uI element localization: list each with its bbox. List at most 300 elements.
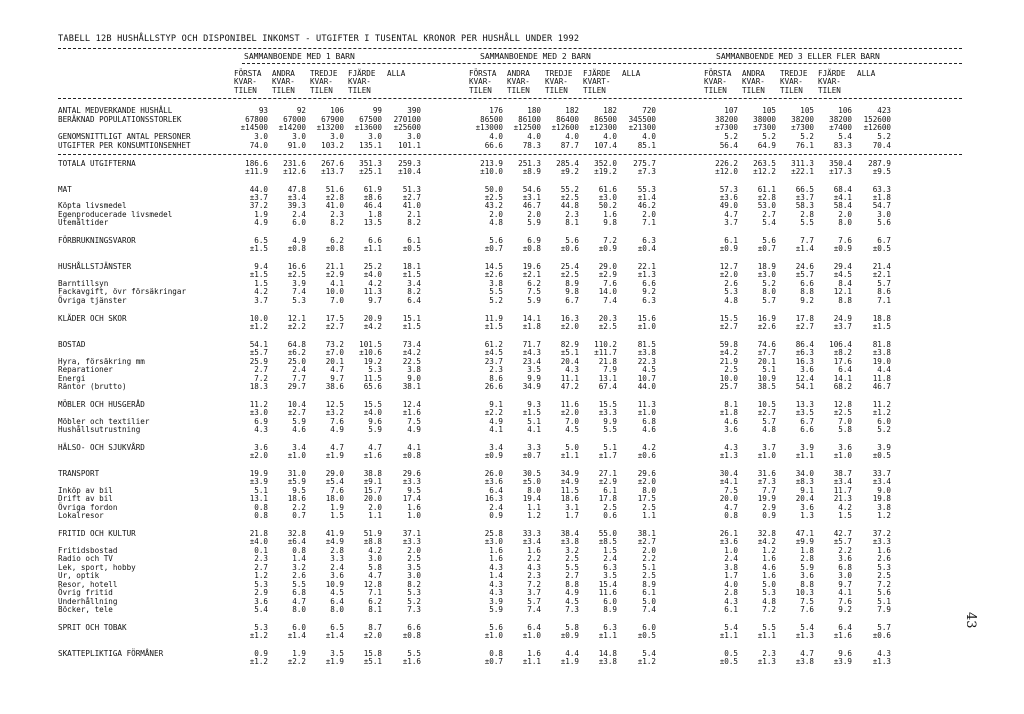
table-cell: ±12.0: [715, 167, 738, 176]
table-cell: 1.1: [368, 511, 382, 520]
column-header: ANDRA KVAR- TILEN: [272, 69, 295, 95]
table-cell: ±12500: [513, 123, 541, 132]
table-cell: 4.3: [527, 563, 541, 572]
table-cell: 11.5: [363, 374, 382, 383]
table-cell: 4.9: [292, 236, 306, 245]
table-cell: 4.4: [565, 649, 579, 658]
row-label: Böcker, tele: [58, 605, 113, 614]
table-cell: 59.8: [719, 340, 738, 349]
table-cell: 15.7: [363, 486, 382, 495]
table-cell: 4.9: [565, 588, 579, 597]
table-cell: 68.2: [833, 382, 852, 391]
row-label: HÄLSO- OCH SJUKVÅRD: [58, 443, 145, 452]
table-cell: 8.0: [292, 605, 306, 614]
table-cell: 8.6: [877, 287, 891, 296]
table-cell: ±1.1: [757, 631, 776, 640]
table-cell: 33.3: [522, 529, 541, 538]
table-cell: ±1.6: [402, 408, 421, 417]
table-cell: 1.2: [877, 511, 891, 520]
table-cell: ±13000: [475, 123, 503, 132]
table-cell: 1.6: [527, 546, 541, 555]
table-cell: 15.8: [363, 649, 382, 658]
table-cell: 5.3: [254, 623, 268, 632]
table-cell: ±1.2: [872, 408, 891, 417]
table-cell: 3.0: [407, 132, 421, 141]
table-cell: ±1.2: [249, 631, 268, 640]
table-cell: 5.6: [565, 236, 579, 245]
table-cell: 61.6: [598, 185, 617, 194]
table-cell: ±1.1: [719, 631, 738, 640]
table-cell: ±3.2: [325, 408, 344, 417]
table-cell: ±2.8: [325, 193, 344, 202]
table-cell: ±1.0: [637, 322, 656, 331]
table-cell: 6.2: [330, 236, 344, 245]
table-cell: 3.7: [527, 588, 541, 597]
table-cell: 29.6: [637, 469, 656, 478]
table-cell: 8.1: [565, 218, 579, 227]
table-cell: 12.4: [795, 374, 814, 383]
table-cell: 4.3: [877, 649, 891, 658]
table-cell: 5.3: [877, 563, 891, 572]
table-cell: ±2.2: [484, 408, 503, 417]
table-cell: ±0.5: [402, 244, 421, 253]
table-cell: 3.6: [330, 571, 344, 580]
table-cell: 81.5: [637, 340, 656, 349]
table-cell: 2.3: [527, 571, 541, 580]
table-cell: 41.9: [325, 529, 344, 538]
table-cell: ±1.9: [325, 657, 344, 666]
table-cell: 8.9: [603, 605, 617, 614]
table-cell: 7.9: [877, 605, 891, 614]
table-cell: 7.4: [292, 287, 306, 296]
table-cell: 38.1: [402, 382, 421, 391]
table-cell: ±3.1: [522, 193, 541, 202]
table-cell: 2.2: [527, 554, 541, 563]
table-cell: 19.9: [249, 469, 268, 478]
table-cell: 21.8: [249, 529, 268, 538]
table-cell: 38.8: [363, 469, 382, 478]
table-cell: 5.4: [800, 623, 814, 632]
table-cell: 2.3: [254, 554, 268, 563]
table-cell: 58.3: [795, 201, 814, 210]
table-cell: 3.6: [838, 554, 852, 563]
table-cell: 390: [407, 106, 421, 115]
table-cell: 86500: [480, 115, 503, 124]
table-cell: 9.8: [603, 218, 617, 227]
table-cell: 5.5: [489, 287, 503, 296]
table-cell: 4.1: [838, 588, 852, 597]
table-cell: 11.3: [637, 400, 656, 409]
table-cell: 5.4: [762, 218, 776, 227]
table-cell: 81.8: [872, 340, 891, 349]
table-cell: 19.9: [757, 494, 776, 503]
table-cell: 3.6: [800, 571, 814, 580]
table-cell: ±2.7: [637, 537, 656, 546]
table-cell: 5.8: [565, 623, 579, 632]
table-cell: ±1.8: [522, 322, 541, 331]
table-cell: 5.7: [877, 279, 891, 288]
table-cell: 7.1: [877, 296, 891, 305]
table-cell: 21.8: [598, 357, 617, 366]
table-cell: ±12600: [863, 123, 891, 132]
table-cell: ±4.0: [363, 408, 382, 417]
table-cell: 9.1: [800, 486, 814, 495]
table-cell: 39.3: [287, 201, 306, 210]
table-cell: 7.2: [603, 236, 617, 245]
table-cell: 9.4: [254, 262, 268, 271]
table-cell: ±2.7: [719, 322, 738, 331]
table-cell: 7.2: [254, 374, 268, 383]
table-cell: 4.0: [527, 132, 541, 141]
table-cell: 61.1: [757, 185, 776, 194]
table-cell: 180: [527, 106, 541, 115]
table-cell: ±7.3: [637, 167, 656, 176]
table-cell: 12.7: [719, 262, 738, 271]
table-cell: 41.0: [325, 201, 344, 210]
column-header: TREDJE KVAR- TILEN: [545, 69, 573, 95]
table-cell: 0.1: [254, 546, 268, 555]
table-cell: 8.7: [368, 623, 382, 632]
table-cell: 2.7: [565, 571, 579, 580]
table-cell: ±5.1: [363, 657, 382, 666]
table-cell: 2.2: [292, 503, 306, 512]
table-cell: ±0.7: [757, 244, 776, 253]
table-cell: 7.6: [603, 279, 617, 288]
table-cell: 21.1: [325, 262, 344, 271]
table-cell: ±0.8: [402, 631, 421, 640]
table-cell: ±5.9: [287, 477, 306, 486]
table-cell: 345500: [628, 115, 656, 124]
table-cell: 5.3: [762, 588, 776, 597]
table-cell: ±1.5: [402, 270, 421, 279]
table-cell: 5.1: [762, 365, 776, 374]
table-cell: 12.1: [833, 287, 852, 296]
table-cell: 7.4: [603, 296, 617, 305]
table-cell: ±2.7: [757, 408, 776, 417]
table-cell: 14.5: [484, 262, 503, 271]
table-cell: 3.2: [565, 546, 579, 555]
table-cell: 3.8: [407, 365, 421, 374]
group-header-1-child: SAMMANBOENDE MED 1 BARN: [244, 52, 355, 61]
table-cell: ±3.4: [872, 477, 891, 486]
table-cell: 2.5: [603, 503, 617, 512]
table-cell: ±2.0: [249, 451, 268, 460]
table-cell: ±10.0: [480, 167, 503, 176]
table-cell: 1.2: [254, 571, 268, 580]
table-cell: 4.6: [642, 425, 656, 434]
table-cell: 14.1: [522, 314, 541, 323]
table-cell: ±0.9: [598, 244, 617, 253]
table-cell: 720: [642, 106, 656, 115]
table-cell: ±2.1: [872, 270, 891, 279]
table-cell: 7.2: [762, 605, 776, 614]
table-cell: 11.2: [249, 400, 268, 409]
table-cell: 1.6: [407, 503, 421, 512]
table-cell: 0.8: [489, 649, 503, 658]
table-cell: 7.6: [330, 417, 344, 426]
table-cell: 32.8: [287, 529, 306, 538]
table-cell: 37.2: [249, 201, 268, 210]
table-cell: ±3.4: [522, 537, 541, 546]
table-cell: 6.6: [368, 236, 382, 245]
row-label: UTGIFTER PER KONSUMTIONSENHET: [58, 141, 191, 150]
table-cell: 10.0: [719, 374, 738, 383]
table-cell: 5.5: [565, 563, 579, 572]
group-header-3-children: SAMMANBOENDE MED 3 ELLER FLER BARN: [716, 52, 880, 61]
table-cell: ±4.5: [484, 348, 503, 357]
table-cell: 10.9: [757, 374, 776, 383]
table-cell: 73.2: [325, 340, 344, 349]
table-cell: 3.6: [254, 597, 268, 606]
table-cell: 20.0: [363, 494, 382, 503]
table-cell: ±6.4: [287, 537, 306, 546]
table-cell: 17.5: [325, 314, 344, 323]
table-cell: 0.5: [724, 649, 738, 658]
table-cell: 2.1: [407, 210, 421, 219]
table-cell: ±1.9: [560, 657, 579, 666]
table-cell: 1.7: [724, 571, 738, 580]
table-cell: 3.0: [368, 554, 382, 563]
row-label: Köpta livsmedel: [58, 201, 127, 210]
table-cell: ±2.7: [287, 408, 306, 417]
table-cell: 5.2: [800, 132, 814, 141]
table-cell: 5.2: [489, 296, 503, 305]
table-cell: 4.9: [407, 425, 421, 434]
table-cell: 5.7: [877, 623, 891, 632]
table-cell: 101.1: [398, 141, 421, 150]
table-cell: 2.4: [724, 554, 738, 563]
table-cell: 1.2: [527, 511, 541, 520]
table-cell: 54.7: [872, 201, 891, 210]
table-cell: 6.8: [292, 588, 306, 597]
table-cell: ±2.0: [719, 270, 738, 279]
table-cell: 91.0: [287, 141, 306, 150]
table-cell: 3.9: [800, 443, 814, 452]
table-cell: ±0.9: [484, 451, 503, 460]
table-cell: ±5.4: [325, 477, 344, 486]
table-cell: ±1.0: [637, 408, 656, 417]
table-cell: ±5.7: [249, 348, 268, 357]
table-cell: 44.0: [249, 185, 268, 194]
table-cell: ±2.0: [560, 408, 579, 417]
table-cell: ±2.6: [757, 322, 776, 331]
table-cell: 17.8: [598, 494, 617, 503]
table-cell: 9.1: [489, 400, 503, 409]
table-cell: 4.2: [838, 503, 852, 512]
table-cell: 6.0: [603, 597, 617, 606]
table-cell: 5.1: [603, 443, 617, 452]
table-cell: ±2.7: [795, 322, 814, 331]
table-cell: ±8.5: [598, 537, 617, 546]
table-cell: ±9.5: [872, 167, 891, 176]
table-cell: ±25600: [393, 123, 421, 132]
table-cell: ±1.3: [795, 631, 814, 640]
table-cell: 37.1: [402, 529, 421, 538]
table-cell: ±13.7: [321, 167, 344, 176]
table-cell: 10.7: [637, 374, 656, 383]
table-cell: 1.1: [642, 511, 656, 520]
table-cell: 8.0: [642, 486, 656, 495]
table-cell: 8.1: [368, 605, 382, 614]
table-cell: ±12.2: [753, 167, 776, 176]
column-header: FÖRSTA KVAR- TILEN: [234, 69, 262, 95]
table-cell: 37.2: [872, 529, 891, 538]
table-cell: 213.9: [480, 159, 503, 168]
table-cell: 46.2: [637, 201, 656, 210]
table-cell: 11.1: [560, 374, 579, 383]
table-cell: ±0.6: [560, 244, 579, 253]
table-cell: ±0.8: [402, 451, 421, 460]
table-cell: 13.3: [795, 400, 814, 409]
table-cell: 4.3: [565, 365, 579, 374]
table-cell: 61.9: [363, 185, 382, 194]
row-label: Lek, sport, hobby: [58, 563, 136, 572]
table-cell: ±10.6: [359, 348, 382, 357]
table-cell: ±1.6: [402, 657, 421, 666]
table-cell: 6.5: [330, 623, 344, 632]
table-cell: 103.2: [321, 141, 344, 150]
table-cell: 6.3: [603, 563, 617, 572]
table-cell: ±8.6: [363, 193, 382, 202]
table-cell: 259.3: [398, 159, 421, 168]
table-cell: ±4.2: [757, 537, 776, 546]
table-cell: 12.1: [287, 314, 306, 323]
row-label: Lokalresor: [58, 511, 104, 520]
table-cell: ±1.5: [872, 322, 891, 331]
row-label: Övriga tjänster: [58, 296, 127, 305]
table-cell: 106: [330, 106, 344, 115]
table-cell: 106: [838, 106, 852, 115]
table-cell: 17.4: [402, 494, 421, 503]
table-cell: 46.4: [363, 201, 382, 210]
table-cell: 9.3: [527, 400, 541, 409]
table-cell: 3.9: [292, 279, 306, 288]
table-cell: ±12.6: [283, 167, 306, 176]
table-cell: 3.5: [603, 571, 617, 580]
table-cell: 4.0: [642, 132, 656, 141]
table-cell: 5.2: [407, 597, 421, 606]
row-label: Reparationer: [58, 365, 113, 374]
table-cell: 6.1: [603, 486, 617, 495]
table-cell: ±4.9: [560, 477, 579, 486]
table-cell: 9.2: [838, 605, 852, 614]
table-cell: 2.5: [642, 503, 656, 512]
table-cell: 17.5: [637, 494, 656, 503]
table-cell: 107.4: [594, 141, 617, 150]
table-cell: 182: [603, 106, 617, 115]
table-cell: 7.6: [838, 597, 852, 606]
table-cell: 2.6: [877, 554, 891, 563]
table-cell: 6.3: [642, 296, 656, 305]
table-cell: 0.6: [603, 511, 617, 520]
table-cell: 5.1: [254, 486, 268, 495]
table-cell: 0.8: [254, 503, 268, 512]
table-cell: 16.3: [795, 357, 814, 366]
group-header-2-children: SAMMANBOENDE MED 2 BARN: [480, 52, 591, 61]
table-cell: 5.3: [368, 365, 382, 374]
table-cell: 4.1: [489, 425, 503, 434]
table-cell: 12.8: [363, 580, 382, 589]
table-cell: ±17.3: [829, 167, 852, 176]
table-cell: 10.4: [287, 400, 306, 409]
table-cell: ±4.2: [363, 322, 382, 331]
table-cell: 1.8: [368, 210, 382, 219]
table-cell: 7.5: [407, 417, 421, 426]
table-cell: ±4.1: [833, 193, 852, 202]
table-cell: 20.9: [363, 314, 382, 323]
table-cell: ±1.1: [598, 631, 617, 640]
table-cell: 2.2: [642, 554, 656, 563]
table-cell: 6.1: [407, 236, 421, 245]
table-cell: 3.3: [330, 554, 344, 563]
table-cell: 6.4: [838, 365, 852, 374]
table-cell: ±4.3: [522, 348, 541, 357]
table-cell: 8.2: [330, 218, 344, 227]
table-cell: 152600: [863, 115, 891, 124]
table-cell: 44.8: [560, 201, 579, 210]
table-cell: 70.4: [872, 141, 891, 150]
table-cell: 30.4: [719, 469, 738, 478]
row-label: Fritidsbostad: [58, 546, 118, 555]
table-cell: 4.7: [368, 571, 382, 580]
table-cell: ±2.9: [598, 477, 617, 486]
table-cell: ±3.9: [833, 657, 852, 666]
table-cell: ±3.3: [402, 477, 421, 486]
table-cell: ±8.3: [795, 477, 814, 486]
table-cell: 4.3: [724, 597, 738, 606]
table-cell: ±1.2: [249, 657, 268, 666]
table-cell: 2.8: [800, 554, 814, 563]
table-cell: 29.0: [325, 469, 344, 478]
table-cell: 6.4: [489, 486, 503, 495]
table-cell: 8.2: [407, 580, 421, 589]
table-cell: 20.3: [598, 314, 617, 323]
table-cell: ±2.5: [598, 322, 617, 331]
table-cell: 4.7: [724, 503, 738, 512]
table-cell: 7.7: [800, 236, 814, 245]
table-cell: 5.9: [292, 417, 306, 426]
table-cell: 3.6: [724, 425, 738, 434]
table-cell: 50.2: [598, 201, 617, 210]
column-header: TREDJE KVAR- TILEN: [780, 69, 808, 95]
column-header: ALLA: [857, 69, 876, 78]
table-cell: 6.0: [642, 623, 656, 632]
table-cell: 9.2: [642, 287, 656, 296]
table-cell: 5.1: [877, 597, 891, 606]
table-cell: 9.6: [368, 417, 382, 426]
table-cell: 0.8: [292, 546, 306, 555]
table-cell: 4.5: [642, 365, 656, 374]
column-header: FJÄRDE KVART- TILEN: [583, 69, 611, 95]
table-cell: 2.3: [762, 649, 776, 658]
table-cell: 423: [877, 106, 891, 115]
table-cell: ±2.8: [757, 193, 776, 202]
table-cell: 0.9: [762, 511, 776, 520]
table-cell: 83.3: [833, 141, 852, 150]
table-cell: 3.0: [292, 132, 306, 141]
table-cell: 20.4: [560, 357, 579, 366]
table-cell: 1.9: [330, 503, 344, 512]
table-cell: 18.0: [325, 494, 344, 503]
row-label: Hushållsutrustning: [58, 425, 141, 434]
rule-summary: [58, 154, 962, 155]
table-cell: 29.7: [287, 382, 306, 391]
table-cell: ±7.7: [757, 348, 776, 357]
table-cell: 22.3: [637, 357, 656, 366]
table-cell: ±2.5: [484, 193, 503, 202]
table-cell: 8.0: [838, 218, 852, 227]
table-cell: ±1.0: [484, 631, 503, 640]
